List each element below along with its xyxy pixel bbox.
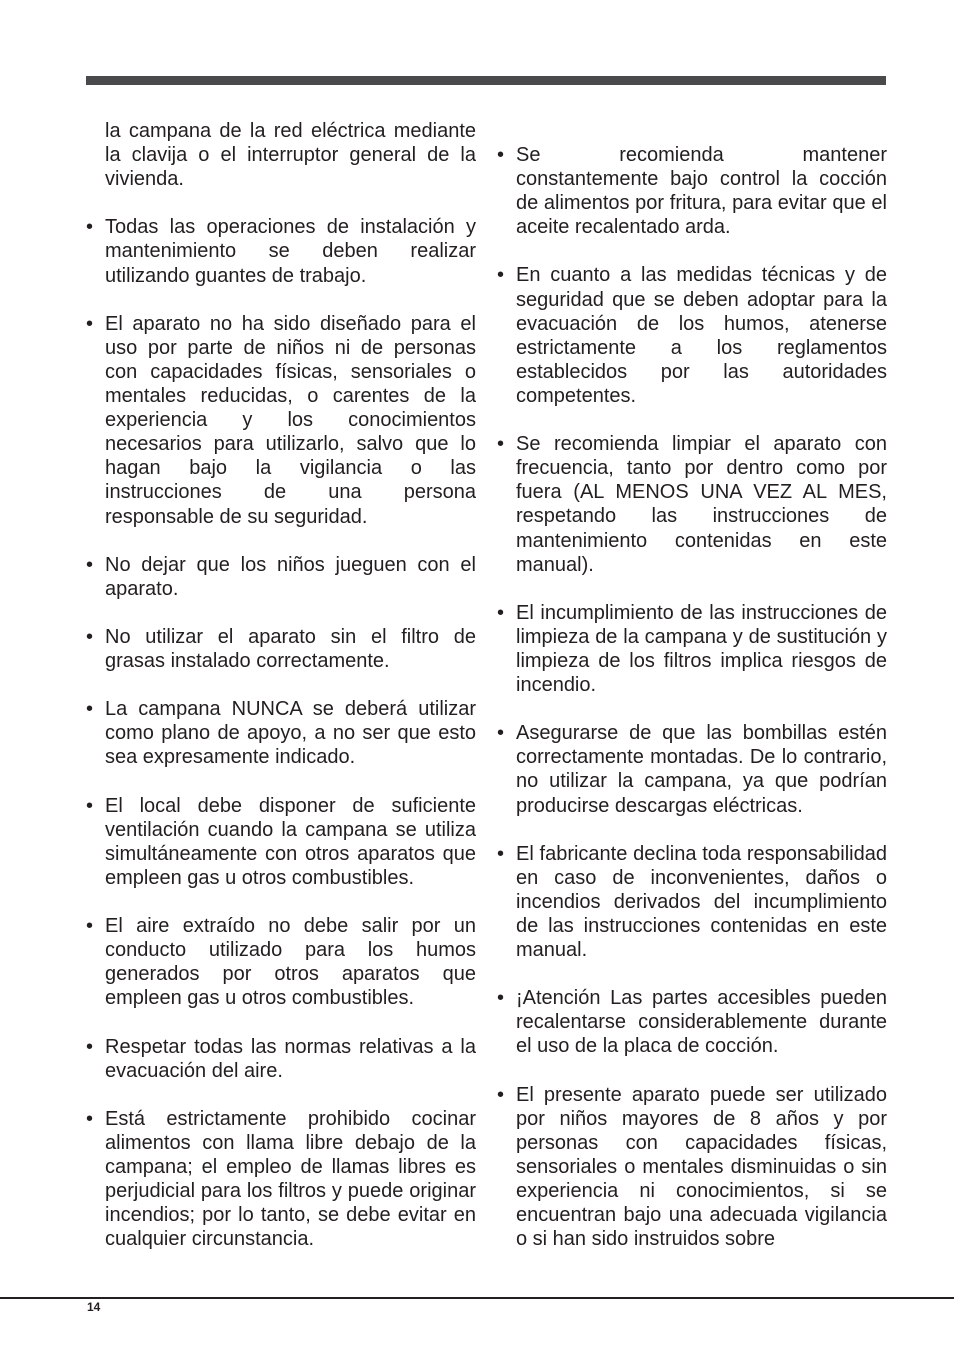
bullet-item: [495, 601, 887, 697]
footer-rule: [0, 1297, 954, 1299]
bullet-text: No utilizar el aparato sin el filtro de grasas instalado correctamente.: [105, 625, 476, 673]
bullet-glyph: •: [497, 433, 505, 456]
bullet-item: [84, 312, 476, 529]
bullet-text: Se recomienda mantener constantemente bajo control la cocción de alimentos por fritura, para evitar que el aceite recalentado arda.: [516, 144, 887, 239]
bullet-glyph: •: [86, 312, 94, 335]
bullet-glyph: •: [497, 144, 505, 166]
bullet-text: No dejar que los niños jueguen con el aparato.: [105, 553, 476, 600]
bullet-glyph: •: [86, 698, 94, 721]
bullet-item: [84, 794, 476, 890]
bullet-glyph: •: [497, 842, 505, 865]
bullet-text: El aire extraído no debe salir por un conducto utilizado para los humos generados por otros aparatos que empleen gas u otros combustibles.: [105, 915, 476, 1010]
bullet-glyph: •: [497, 987, 505, 1010]
bullet-text: Todas las operaciones de instalación y mantenimiento se deben realizar utilizando guantes de trabajo.: [105, 216, 476, 287]
bullet-text: ¡Atención Las partes accesibles pueden recalentarse considerablemente durante el uso de la placa de cocción.: [516, 987, 887, 1058]
bullet-glyph: •: [86, 915, 94, 938]
page-number: 14: [87, 1300, 101, 1314]
bullet-item: [84, 553, 476, 601]
bullet-item: [84, 625, 476, 673]
right-column: [495, 143, 887, 1275]
bullet-text: En cuanto a las medidas técnicas y de seguridad que se deben adoptar para la evacuación de los humos, atenerse estrictamente a los reglamentos establecidos por las autoridades competentes.: [516, 264, 887, 407]
bullet-glyph: •: [497, 264, 505, 287]
bullet-item: [84, 1035, 476, 1083]
bullet-item: [84, 1107, 476, 1252]
bullet-glyph: •: [86, 553, 94, 576]
continued-paragraph: la campana de la red eléctrica mediante la clavija o el interruptor general de la vivienda.: [105, 120, 476, 191]
bullet-glyph: •: [86, 216, 94, 239]
left-column: [84, 119, 476, 1276]
bullet-text: Está estrictamente prohibido cocinar alimentos con llama libre debajo de la campana; el empleo de llamas libres es perjudicial para los filtros y puede originar incendios; por lo tanto, se debe evitar en cualquier circunstancia.: [105, 1107, 476, 1251]
bullet-glyph: •: [86, 794, 94, 817]
bullet-item: [84, 914, 476, 1010]
bullet-item: [84, 697, 476, 769]
bullet-item: [495, 1083, 887, 1252]
bullet-glyph: •: [497, 1083, 505, 1106]
bullet-item: [495, 986, 887, 1058]
bullet-item: [495, 432, 887, 577]
bullet-text: Asegurarse de que las bombillas estén correctamente montadas. De lo contrario, no utilizar la campana, ya que podrían producirse descargas eléctricas.: [516, 722, 887, 817]
bullet-text: El aparato no ha sido diseñado para el uso por parte de niños ni de personas con capacidades físicas, sensoriales o mentales reducidas, o carentes de la experiencia y los conocimientos necesarios para utilizarlo, salvo que lo hagan bajo la vigilancia o las instrucciones de una persona responsable de su seguridad.: [105, 312, 476, 528]
bullet-glyph: •: [497, 722, 505, 745]
bullet-text: El fabricante declina toda responsabilidad en caso de inconvenientes, daños o incendios derivados del incumplimiento de las instrucciones contenidas en este manual.: [516, 842, 887, 962]
bullet-glyph: •: [86, 625, 94, 648]
bullet-text: La campana NUNCA se deberá utilizar como plano de apoyo, a no ser que esto sea expresamente indicado.: [105, 698, 476, 769]
bullet-text: Respetar todas las normas relativas a la evacuación del aire.: [105, 1035, 476, 1082]
bullet-glyph: •: [86, 1107, 94, 1130]
bullet-item: [84, 215, 476, 287]
bullet-text: El incumplimiento de las instrucciones de limpieza de la campana y de sustitución y limpieza de los filtros implica riesgos de incendio.: [516, 601, 887, 697]
bullet-glyph: •: [86, 1035, 94, 1058]
bullet-text: El presente aparato puede ser utilizado por niños mayores de 8 años y por personas con capacidades físicas, sensoriales o mentales disminuidas o sin experiencia ni conocimientos, si se encuentran bajo una adecuada vigilancia o si han sido instruidos sobre: [516, 1083, 887, 1251]
bullet-text: El local debe disponer de suficiente ventilación cuando la campana se utiliza simultáneamente con otros aparatos que empleen gas u otros combustibles.: [105, 794, 476, 889]
header-rule: [86, 76, 886, 85]
bullet-item: [495, 143, 887, 239]
bullet-item: [495, 263, 887, 408]
bullet-item: [495, 721, 887, 817]
bullet-text: Se recomienda limpiar el aparato con frecuencia, tanto por dentro como por fuera (AL MENOS UNA VEZ AL MES, respetando las instrucciones de mantenimiento contenidas en este manual).: [516, 433, 887, 576]
bullet-item: [495, 842, 887, 962]
bullet-glyph: •: [497, 601, 505, 624]
